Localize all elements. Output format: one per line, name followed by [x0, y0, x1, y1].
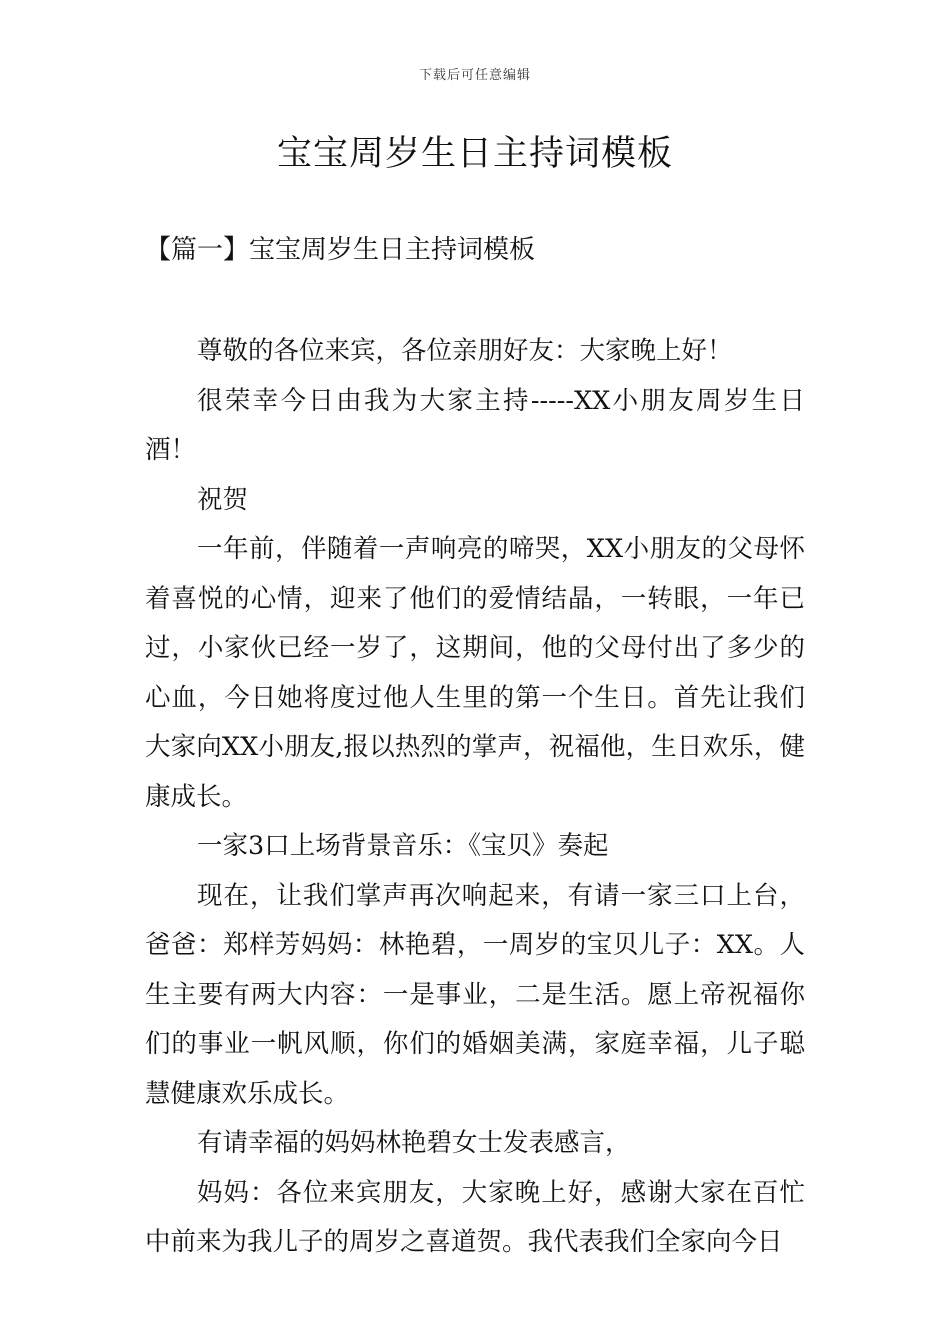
paragraph-birth-story: 一年前，伴随着一声响亮的啼哭，XX小朋友的父母怀着喜悦的心情，迎来了他们的爱情结晶，一转眼，一年已过，小家伙已经一岁了，这期间，他的父母付出了多少的心血，今日她将度过他人生里的第一个生日。首先让我们大家向XX小朋友,报以热烈的掌声，祝福他，生日欢乐，健康成长。 — [145, 534, 805, 812]
paragraph-host-intro: 很荣幸今日由我为大家主持-----XX小朋友周岁生日酒！ — [145, 385, 805, 465]
document-title: 宝宝周岁生日主持词模板 — [276, 134, 673, 174]
paragraph-congrats: 祝贺 — [197, 484, 249, 515]
document-body — [145, 327, 805, 1268]
paragraph-background-music: 一家3口上场背景音乐：《宝贝》奏起 — [197, 831, 609, 861]
paragraph-mother-speech: 妈妈：各位来宾朋友，大家晚上好，感谢大家在百忙中前来为我儿子的周岁之喜道贺。我代表我们全家向今日 — [145, 1177, 805, 1257]
paragraph-mother-invite: 有请幸福的妈妈林艳碧女士发表感言， — [197, 1128, 631, 1158]
paragraph-greeting: 尊敬的各位来宾，各位亲朋好友：大家晚上好！ — [197, 336, 733, 366]
header-note: 下载后可任意编辑 — [418, 68, 531, 83]
paragraph-family-intro: 现在，让我们掌声再次响起来，有请一家三口上台，爸爸：郑样芳妈妈：林艳碧，一周岁的宝贝儿子：XX。人生主要有两大内容：一是事业，二是生活。愿上帝祝福你们的事业一帆风顺，你们的婚姻美满，家庭幸福，儿子聪慧健康欢乐成长。 — [145, 880, 805, 1109]
section-heading: 【篇一】宝宝周岁生日主持词模板 — [145, 235, 536, 265]
